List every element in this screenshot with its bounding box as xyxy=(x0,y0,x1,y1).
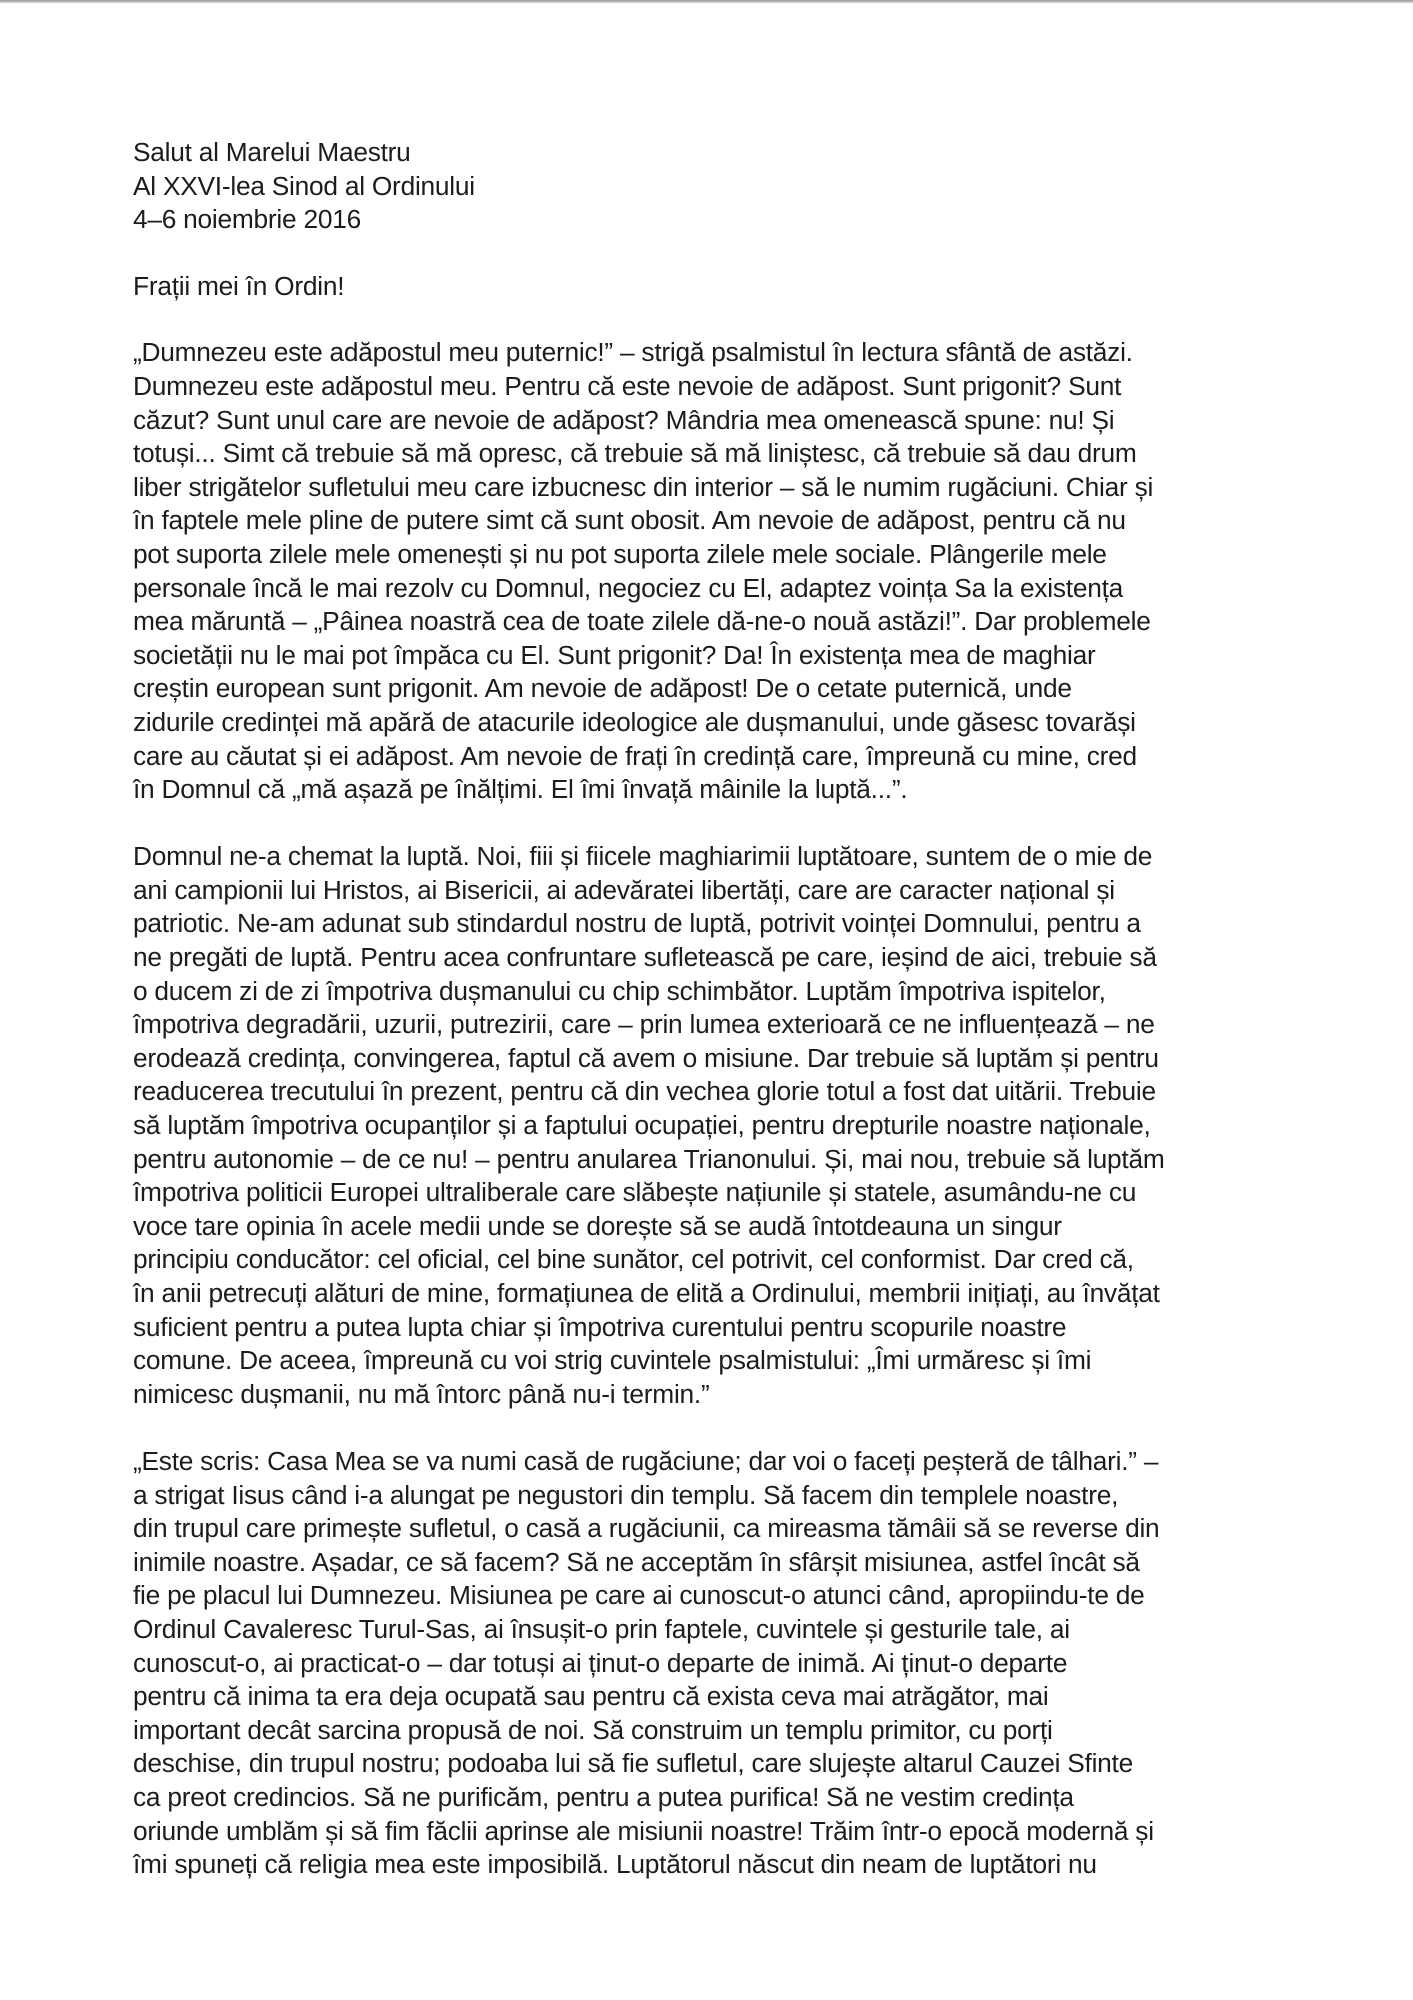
text-line: să luptăm împotriva ocupanților și a faptului ocupației, pentru drepturile noastre naționale, xyxy=(133,1110,1151,1141)
text-line: important decât sarcina propusă de noi. Să construim un templu primitor, cu porți xyxy=(133,1714,1053,1745)
text-line: suficient pentru a putea lupta chiar și împotriva curentului pentru scopurile noastre xyxy=(133,1311,1067,1342)
paragraph-3 xyxy=(133,1445,1403,1882)
text-line: zidurile credinței mă apără de atacurile ideologice ale dușmanului, unde găsesc tovarăși xyxy=(133,706,1136,737)
text-line: căzut? Sunt unul care are nevoie de adăpost? Mândria mea omenească spune: nu! Și xyxy=(133,404,1115,435)
text-line: îmi spuneți că religia mea este imposibilă. Luptătorul născut din neam de luptători nu xyxy=(133,1849,1097,1880)
scan-top-edge xyxy=(0,0,1413,3)
text-line: împotriva degradării, uzurii, putrezirii, care – prin lumea exterioară ce ne influențează – ne xyxy=(133,1009,1155,1040)
text-line: liber strigătelor sufletului meu care izbucnesc din interior – să le numim rugăciuni. Chiar și xyxy=(133,471,1154,502)
text-line: împotriva politicii Europei ultraliberale care slăbește națiunile și statele, asumându-ne cu xyxy=(133,1177,1137,1208)
document-header xyxy=(133,136,1403,237)
text-line: totuși... Simt că trebuie să mă opresc, că trebuie să mă liniștesc, că trebuie să dau drum xyxy=(133,438,1137,469)
text-line: Domnul ne-a chemat la luptă. Noi, fiii și fiicele maghiarimii luptătoare, suntem de o mie de xyxy=(133,841,1153,872)
text-line: a strigat Iisus când i-a alungat pe negustori din templu. Să facem din templele noastre, xyxy=(133,1479,1119,1510)
text-line: în anii petrecuți alături de mine, formațiunea de elită a Ordinului, membrii inițiați, au învățat xyxy=(133,1278,1160,1308)
text-line: mea măruntă – „Pâinea noastră cea de toate zilele dă-ne-o nouă astăzi!”. Dar problemele xyxy=(133,606,1151,637)
text-line: din trupul care primește sufletul, o casă a rugăciunii, ca mireasma tămâii să se reverse din xyxy=(133,1513,1160,1544)
text-line: Dumnezeu este adăpostul meu. Pentru că este nevoie de adăpost. Sunt prigonit? Sunt xyxy=(133,370,1122,401)
text-line: în Domnul că „mă așază pe înălțimi. El îmi învață mâinile la luptă...”. xyxy=(133,774,908,805)
text-line: oriunde umblăm și să fim făclii aprinse ale misiunii noastre! Trăim într-o epocă modernă și xyxy=(133,1815,1154,1846)
text-line: o ducem zi de zi împotriva dușmanului cu chip schimbător. Luptăm împotriva ispitelor, xyxy=(133,975,1106,1006)
paragraph-1 xyxy=(133,336,1403,806)
header-event: Al XXVI-lea Sinod al Ordinului xyxy=(133,170,475,201)
text-line: „Este scris: Casa Mea se va numi casă de rugăciune; dar voi o faceți peșteră de tâlhari.” – xyxy=(133,1445,1159,1476)
header-date: 4–6 noiembrie 2016 xyxy=(133,204,361,235)
text-line: în faptele mele pline de putere simt că sunt obosit. Am nevoie de adăpost, pentru că nu xyxy=(133,505,1126,536)
text-line: pentru că inima ta era deja ocupată sau pentru că exista ceva mai atrăgător, mai xyxy=(133,1681,1049,1712)
text-line: erodează credința, convingerea, faptul că avem o misiune. Dar trebuie să luptăm și pentru xyxy=(133,1042,1159,1073)
text-line: care au căutat și ei adăpost. Am nevoie de frați în credință care, împreună cu mine, cred xyxy=(133,740,1137,771)
text-line: creștin european sunt prigonit. Am nevoie de adăpost! De o cetate puternică, unde xyxy=(133,673,1072,704)
text-line: cunoscut-o, ai practicat-o – dar totuși ai ținut-o departe de inimă. Ai ținut-o departe xyxy=(133,1647,1068,1678)
text-line: nimicesc dușmanii, nu mă întorc până nu-i termin.” xyxy=(133,1378,710,1409)
document-page xyxy=(133,136,1403,1915)
text-line: fie pe placul lui Dumnezeu. Misiunea pe care ai cunoscut-o atunci când, apropiindu-te de xyxy=(133,1580,1145,1611)
text-line: voce tare opinia în acele medii unde se dorește să se audă întotdeauna un singur xyxy=(133,1210,1062,1241)
text-line: ne pregăti de luptă. Pentru acea confruntare sufletească pe care, ieșind de aici, trebuie să xyxy=(133,942,1157,973)
text-line: patriotic. Ne-am adunat sub stindardul nostru de luptă, potrivit voinței Domnului, pentru a xyxy=(133,908,1141,939)
text-line: pentru autonomie – de ce nu! – pentru anularea Trianonului. Și, mai nou, trebuie să luptăm xyxy=(133,1143,1165,1174)
header-title: Salut al Marelui Maestru xyxy=(133,137,411,167)
paragraph-2 xyxy=(133,840,1403,1411)
text-line: deschise, din trupul nostru; podoaba lui să fie sufletul, care slujește altarul Cauzei Sfinte xyxy=(133,1748,1133,1779)
salutation xyxy=(133,270,1403,304)
text-line: Ordinul Cavaleresc Turul-Sas, ai însușit-o prin faptele, cuvintele și gesturile tale, ai xyxy=(133,1613,1070,1644)
text-line: „Dumnezeu este adăpostul meu puternic!” – strigă psalmistul în lectura sfântă de astăzi. xyxy=(133,337,1133,368)
text-line: principiu conducător: cel oficial, cel bine sunător, cel potrivit, cel conformist. Dar cred că, xyxy=(133,1244,1134,1275)
text-line: ani campionii lui Hristos, ai Bisericii, ai adevăratei libertăți, care are caracter național și xyxy=(133,874,1115,905)
text-line: readucerea trecutului în prezent, pentru că din vechea glorie totul a fost dat uitării. Trebuie xyxy=(133,1076,1156,1107)
text-line: ca preot credincios. Să ne purificăm, pentru a putea purifica! Să ne vestim credința xyxy=(133,1781,1074,1812)
text-line: pot suporta zilele mele omenești și nu pot suporta zilele mele sociale. Plângerile mele xyxy=(133,538,1107,569)
text-line: personale încă le mai rezolv cu Domnul, negociez cu El, adaptez voința Sa la existența xyxy=(133,572,1124,603)
text-line: comune. De aceea, împreună cu voi strig cuvintele psalmistului: „Îmi urmăresc și îmi xyxy=(133,1345,1092,1376)
text-line: societății nu le mai pot împăca cu El. Sunt prigonit? Da! În existența mea de maghiar xyxy=(133,639,1096,670)
text-line: inimile noastre. Așadar, ce să facem? Să ne acceptăm în sfârșit misiunea, astfel încât să xyxy=(133,1546,1140,1577)
salutation-text: Frații mei în Ordin! xyxy=(133,270,345,301)
